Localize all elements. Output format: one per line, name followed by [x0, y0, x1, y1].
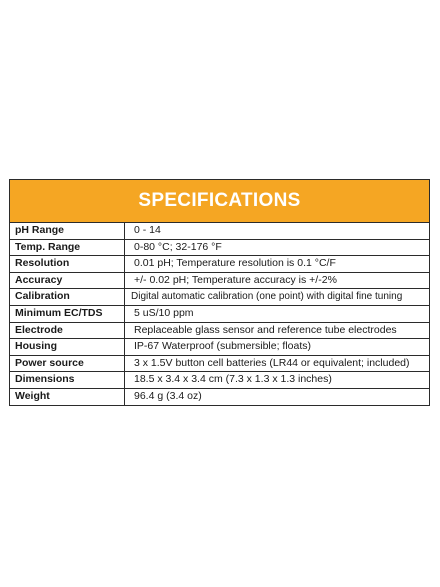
table-row	[10, 289, 429, 306]
table-row	[10, 272, 429, 289]
spec-label-temp-range: Temp. Range	[10, 239, 125, 256]
spec-value-accuracy: +/- 0.02 pH; Temperature accuracy is +/-2%	[125, 272, 430, 289]
table-row	[10, 339, 429, 356]
table-row	[10, 256, 429, 273]
specifications-title: SPECIFICATIONS	[10, 180, 429, 223]
spec-label-weight: Weight	[10, 388, 125, 404]
table-row	[10, 372, 429, 389]
spec-value-resolution: 0.01 pH; Temperature resolution is 0.1 °C/F	[125, 256, 430, 273]
spec-value-minimum-ec-tds: 5 uS/10 ppm	[125, 305, 430, 322]
spec-value-calibration: Digital automatic calibration (one point) with digital fine tuning	[125, 289, 430, 306]
spec-value-housing: IP-67 Waterproof (submersible; floats)	[125, 339, 430, 356]
specifications-table	[10, 223, 429, 405]
spec-label-accuracy: Accuracy	[10, 272, 125, 289]
spec-value-power-source: 3 x 1.5V button cell batteries (LR44 or equivalent; included)	[125, 355, 430, 372]
spec-label-resolution: Resolution	[10, 256, 125, 273]
table-row	[10, 388, 429, 404]
spec-label-power-source: Power source	[10, 355, 125, 372]
spec-label-electrode: Electrode	[10, 322, 125, 339]
spec-label-minimum-ec-tds: Minimum EC/TDS	[10, 305, 125, 322]
table-row	[10, 322, 429, 339]
table-row	[10, 355, 429, 372]
spec-value-ph-range: 0 - 14	[134, 224, 161, 236]
spec-label-dimensions: Dimensions	[10, 372, 125, 389]
table-row	[10, 239, 429, 256]
table-row	[10, 223, 429, 239]
table-row	[10, 305, 429, 322]
spec-value-weight: 96.4 g (3.4 oz)	[125, 388, 430, 404]
spec-value-electrode: Replaceable glass sensor and reference tube electrodes	[125, 322, 430, 339]
spec-value-dimensions: 18.5 x 3.4 x 3.4 cm (7.3 x 1.3 x 1.3 inches)	[125, 372, 430, 389]
spec-label-ph-range: pH Range	[10, 223, 125, 239]
spec-value-temp-range: 0-80 °C; 32-176 °F	[125, 239, 430, 256]
specifications-card	[9, 179, 430, 406]
spec-label-calibration: Calibration	[10, 289, 125, 306]
spec-label-housing: Housing	[10, 339, 125, 356]
